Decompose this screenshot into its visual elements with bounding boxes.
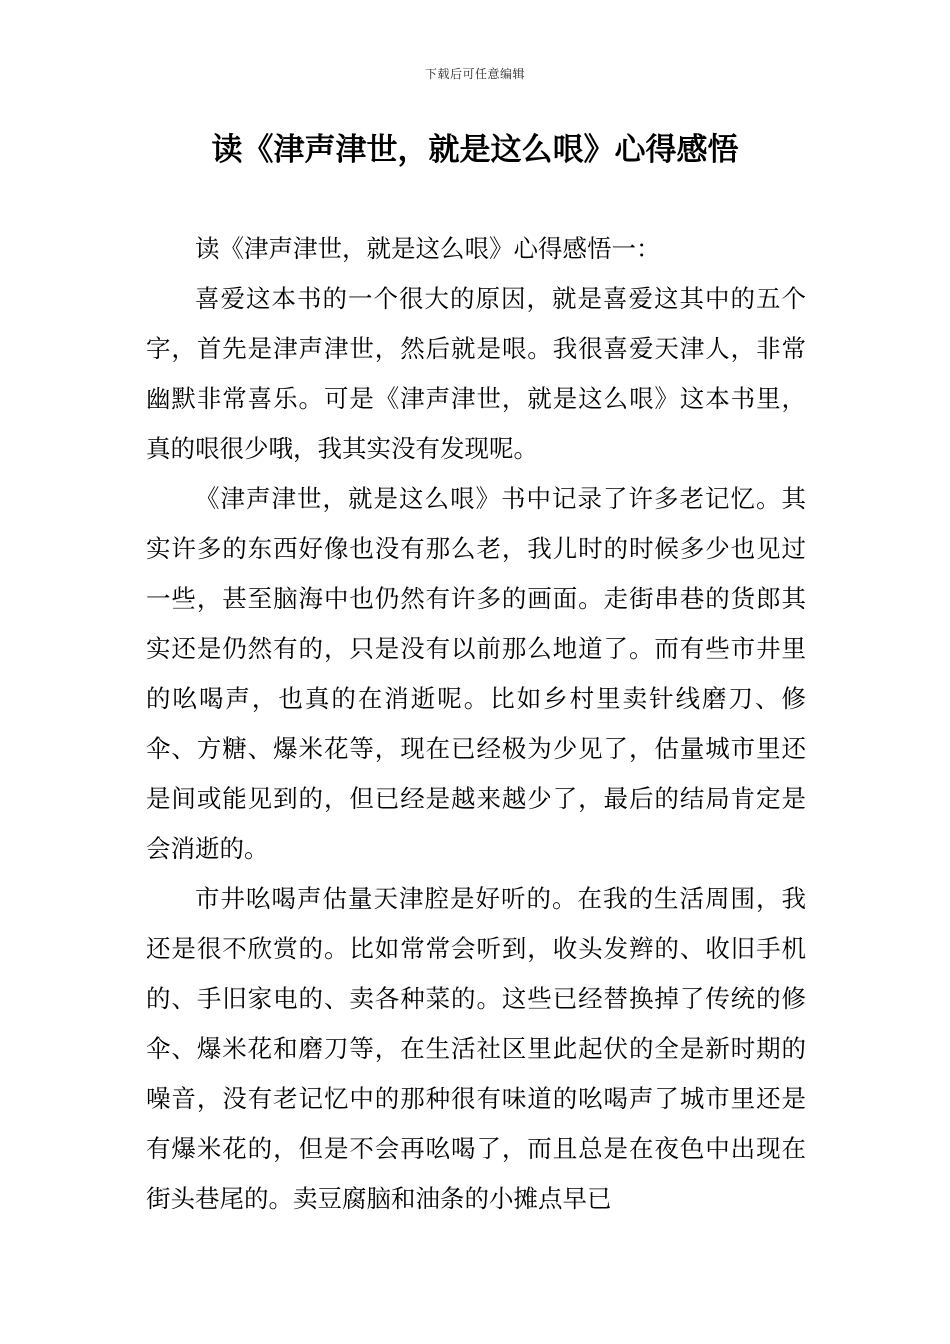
header-note: 下载后可任意编辑 [424,67,525,81]
paragraph: 《津声津世，就是这么哏》书中记录了许多老记忆。其实许多的东西好像也没有那么老，我儿时的时候多少也见过一些，甚至脑海中也仍然有许多的画面。走街串巷的货郎其实还是仍然有的，只是没有以前那么地道了。而有些市井里的吆喝声，也真的在消逝呢。比如乡村里卖针线磨刀、修伞、方糖、爆米花等，现在已经极为少见了，估量城市里还是间或能见到的，但已经是越来越少了，最后的结局肯定是会消逝的。 [146,484,806,863]
paragraph: 喜爱这本书的一个很大的原因，就是喜爱这其中的五个字，首先是津声津世，然后就是哏。我很喜爱天津人，非常幽默非常喜乐。可是《津声津世，就是这么哏》这本书里，真的哏很少哦，我其实没有发现呢。 [146,284,806,463]
paragraph-subtitle: 读《津声津世，就是这么哏》心得感悟一： [195,234,661,263]
paragraph: 市井吆喝声估量天津腔是好听的。在我的生活周围，我还是很不欣赏的。比如常常会听到，收头发辫的、收旧手机的、手旧家电的、卖各种菜的。这些已经替换掉了传统的修伞、爆米花和磨刀等，在生活社区里此起伏的全是新时期的噪音，没有老记忆中的那种很有味道的吆喝声了城市里还是有爆米花的，但是不会再吆喝了，而且总是在夜色中出现在街头巷尾的。卖豆腐脑和油条的小摊点早已 [146,884,806,1213]
document-title: 读《津声津世，就是这么哏》心得感悟 [211,132,739,168]
document-body [146,224,806,1224]
